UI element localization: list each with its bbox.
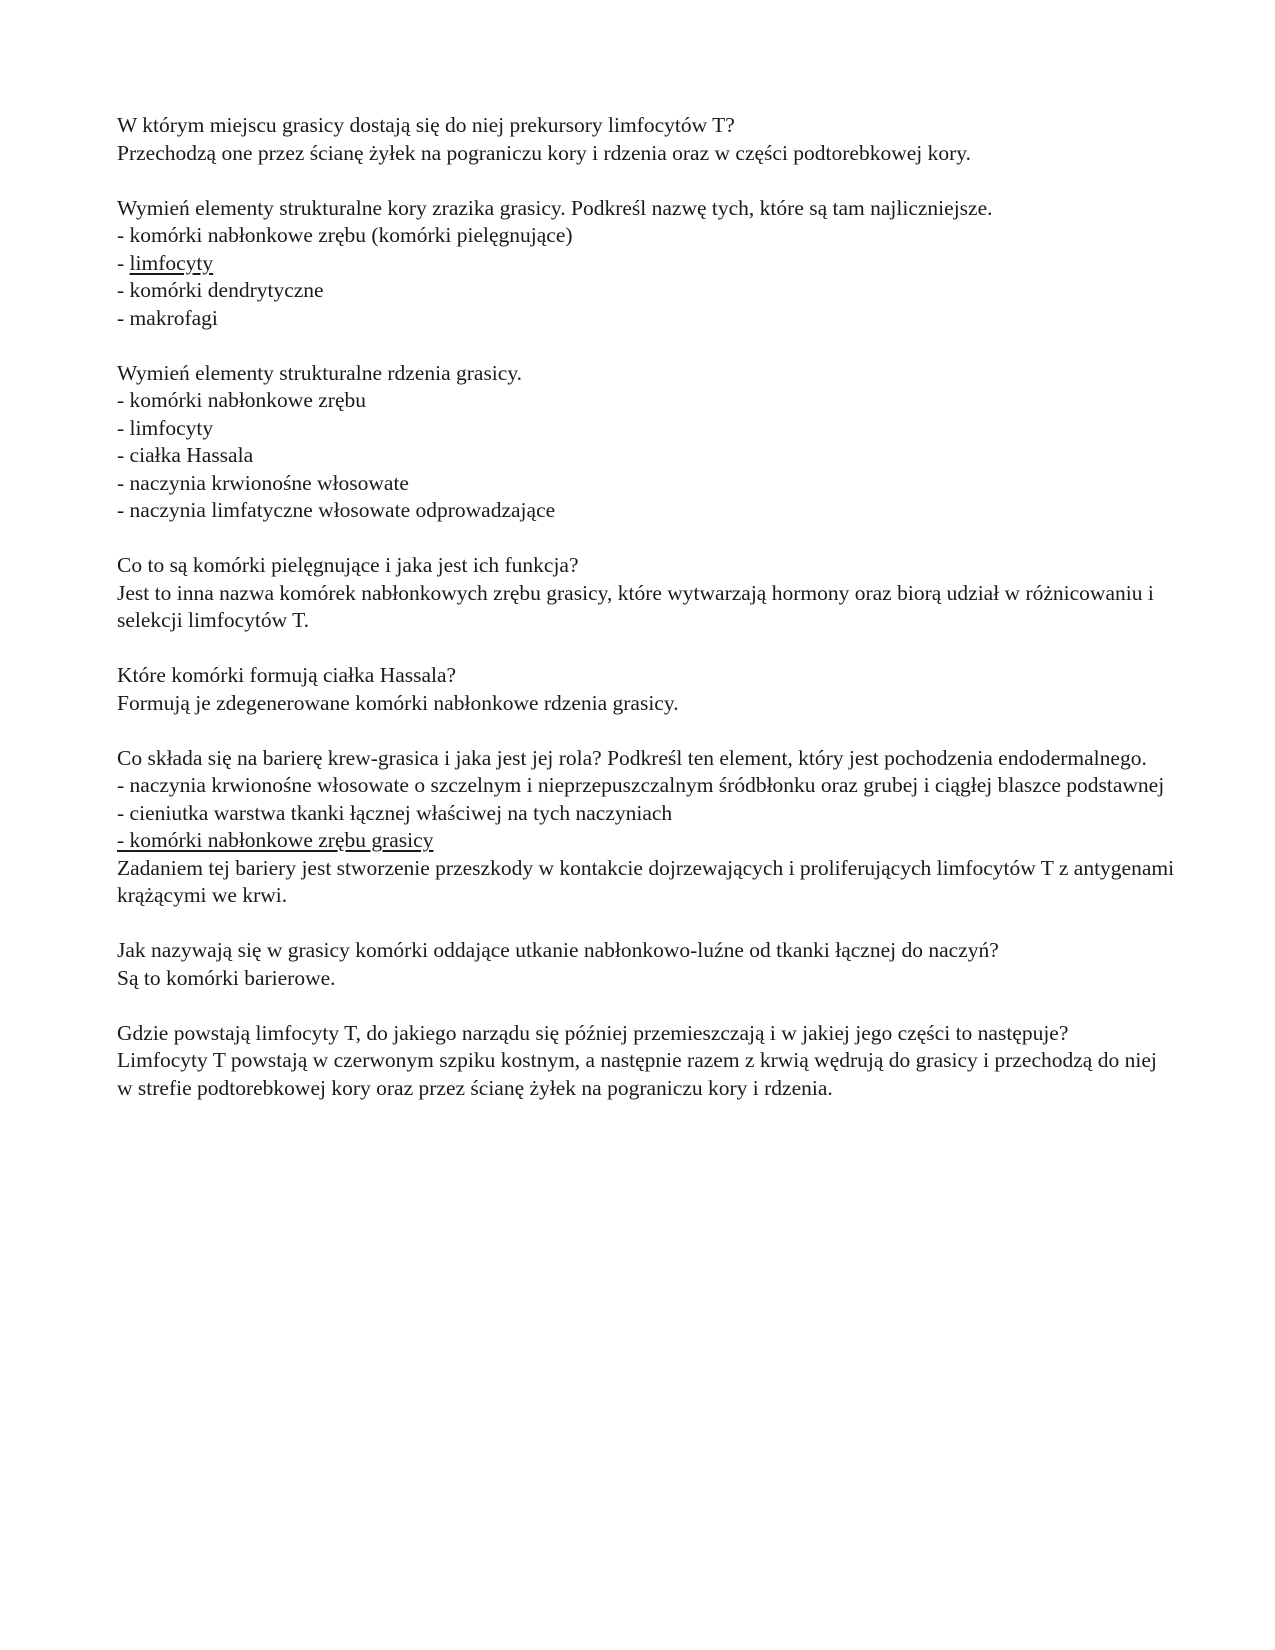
list-bullet: - (117, 278, 130, 302)
question-text: Wymień elementy strukturalne rdzenia grasicy. (117, 360, 523, 385)
qa-section-1 (117, 112, 1177, 167)
list-bullet: - (117, 388, 130, 412)
question-text: Które komórki formują ciałka Hassala? (117, 663, 457, 687)
list-bullet: - (117, 443, 130, 467)
list-item-text: komórki dendrytyczne (129, 278, 324, 302)
list-bullet: - (117, 250, 130, 275)
question-text: Co to są komórki pielęgnujące i jaka jest ich funkcja? (117, 553, 579, 577)
list-item (117, 442, 1177, 470)
question-text: W którym miejscu grasicy dostają się do niej prekursory limfocytów T? (117, 113, 735, 137)
list-item (117, 800, 1177, 828)
list-bullet: - (117, 470, 130, 495)
qa-section-7 (117, 937, 1177, 992)
answer-text: Są to komórki barierowe. (117, 965, 336, 990)
list-item-text: naczynia krwionośne włosowate o szczelnym i nieprzepuszczalnym śródbłonku oraz grubej i ciągłej blaszce podstawnej (129, 773, 1165, 797)
list-item (117, 277, 1177, 305)
list-bullet: - (117, 305, 130, 330)
list-item (117, 222, 1177, 250)
list-item-text: naczynia krwionośne włosowate (129, 470, 409, 495)
list-bullet: - (117, 773, 130, 797)
answer-text: Jest to inna nazwa komórek nabłonkowych zrębu grasicy, które wytwarzają hormony oraz biorą udział w różnicowaniu i selekcji limfocytów T. (117, 580, 1154, 632)
list-bullet: - (117, 498, 130, 522)
qa-section-6 (117, 745, 1177, 910)
document-page (117, 112, 1177, 1130)
list-item-text: makrofagi (129, 305, 218, 330)
list-item-text: komórki nabłonkowe zrębu (129, 388, 366, 412)
qa-section-3 (117, 360, 1177, 525)
answer-text: Formują je zdegenerowane komórki nabłonkowe rdzenia grasicy. (117, 690, 679, 715)
list-item (117, 827, 1177, 855)
question-text: Jak nazywają się w grasicy komórki oddające utkanie nabłonkowo-luźne od tkanki łącznej do naczyń? (117, 938, 999, 962)
list-item-text-underlined: limfocyty (129, 250, 214, 275)
list-item (117, 497, 1177, 525)
list-item (117, 305, 1177, 333)
list-item-text: cieniutka warstwa tkanki łącznej właściwej na tych naczyniach (129, 800, 673, 825)
list-item (117, 772, 1177, 800)
list-item-text: ciałka Hassala (129, 443, 254, 467)
qa-section-4 (117, 552, 1177, 635)
list-bullet: - (117, 223, 130, 247)
list-bullet: - (117, 828, 130, 852)
list-item-text-underlined: komórki nabłonkowe zrębu grasicy (129, 828, 434, 852)
question-text: Wymień elementy strukturalne kory zrazika grasicy. Podkreśl nazwę tych, które są tam najliczniejsze. (117, 195, 993, 220)
question-text: Co składa się na barierę krew-grasica i jaka jest jej rola? Podkreśl ten element, który jest pochodzenia endodermalnego. (117, 745, 1147, 770)
list-item-text: naczynia limfatyczne włosowate odprowadzające (129, 498, 556, 522)
list-item-text: komórki nabłonkowe zrębu (komórki pielęgnujące) (129, 223, 573, 247)
list-item-text: limfocyty (129, 415, 214, 440)
answer-text: Limfocyty T powstają w czerwonym szpiku kostnym, a następnie razem z krwią wędrują do grasicy i przechodzą do niej w strefie podtorebkowej kory oraz przez ścianę żyłek na pograniczu kory i rdzenia. (117, 1048, 1157, 1100)
list-item (117, 250, 1177, 278)
answer-text: Zadaniem tej bariery jest stworzenie przeszkody w kontakcie dojrzewających i proliferujących limfocytów T z antygenami krążącymi we krwi. (117, 855, 1175, 907)
answer-text: Przechodzą one przez ścianę żyłek na pograniczu kory i rdzenia oraz w części podtorebkowej kory. (117, 140, 972, 165)
qa-section-8 (117, 1020, 1177, 1103)
list-bullet: - (117, 415, 130, 440)
qa-section-2 (117, 195, 1177, 333)
list-bullet: - (117, 800, 130, 825)
list-item (117, 415, 1177, 443)
qa-section-5 (117, 662, 1177, 717)
question-text: Gdzie powstają limfocyty T, do jakiego narządu się później przemieszczają i w jakiej jego części to następuje? (117, 1020, 1069, 1045)
list-item (117, 470, 1177, 498)
list-item (117, 387, 1177, 415)
